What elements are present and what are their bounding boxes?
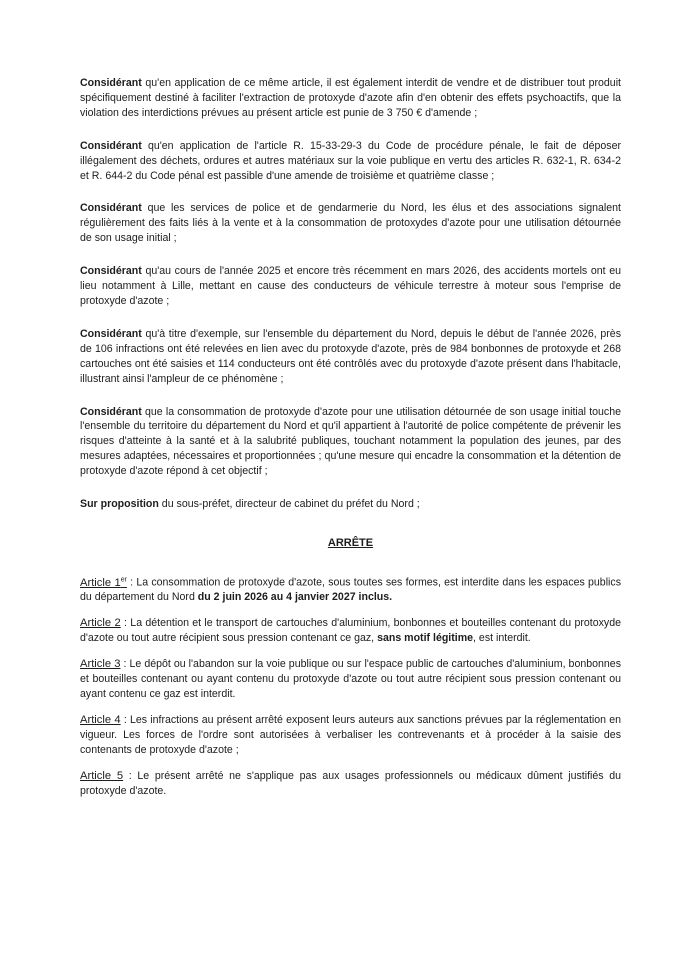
article-text-after: , est interdit. bbox=[473, 632, 531, 645]
considerant-2 bbox=[80, 139, 621, 184]
article-colon: : bbox=[120, 713, 127, 726]
article-bold-text: sans motif légitime bbox=[377, 632, 474, 645]
considerant-keyword: Considérant bbox=[80, 139, 142, 152]
considerant-text: que la consommation de protoxyde d'azote pour une utilisation détournée de son usage initial touche l'ensemble du territoire du département du Nord et qu'il appartient à l'autorité de police compétente de prévenir les risques d'atteinte à la santé et à la salubrité publiques, touchant notamment la population des jeunes, par des mesures adaptées, nécessaires et proportionnées ; qu'une mesure qui encadre la consommation et la détention de protoxyde d'azote répond à cet objectif ; bbox=[80, 405, 621, 478]
considerant-5 bbox=[80, 327, 621, 387]
article-text: La consommation de protoxyde d'azote, sous toutes ses formes, est interdite dans les espaces publics du département du Nord bbox=[80, 576, 621, 604]
proposal-keyword: Sur proposition bbox=[80, 498, 159, 511]
article-4 bbox=[80, 713, 621, 758]
article-colon: : bbox=[120, 658, 127, 671]
considerant-1 bbox=[80, 76, 621, 121]
article-colon: : bbox=[126, 576, 134, 589]
article-label bbox=[80, 577, 127, 589]
considerant-keyword: Considérant bbox=[80, 202, 142, 215]
considerant-keyword: Considérant bbox=[80, 405, 142, 418]
article-text: La détention et le transport de cartouches d'aluminium, bonbonnes et bouteilles contenant du protoxyde d'azote ou tout autre récipient sous pression contenant ce gaz, bbox=[80, 617, 621, 645]
article-label-text: Article 1 bbox=[80, 576, 121, 589]
article-3 bbox=[80, 657, 621, 702]
article-text: Le dépôt ou l'abandon sur la voie publique ou sur l'espace public de cartouches d'aluminium, bonbonnes et bouteilles contenant ou ayant contenu du protoxyde d'azote ou tout autre récipient sous pression contenant ou ayant contenu ce gaz est interdit. bbox=[80, 658, 621, 701]
considerant-keyword: Considérant bbox=[80, 265, 142, 278]
article-label: Article 2 bbox=[80, 617, 121, 630]
article-bold-text: du 2 juin 2026 au 4 janvier 2027 inclus. bbox=[197, 591, 393, 604]
proposal-text: du sous-préfet, directeur de cabinet du préfet du Nord ; bbox=[158, 498, 420, 511]
article-label: Article 4 bbox=[80, 713, 121, 726]
considerant-4 bbox=[80, 264, 621, 309]
article-label-sup: er bbox=[120, 575, 127, 583]
article-text: Le présent arrêté ne s'applique pas aux usages professionnels ou médicaux dûment justifiés du protoxyde d'azote. bbox=[80, 769, 622, 797]
considerant-3 bbox=[80, 201, 621, 246]
considerant-keyword: Considérant bbox=[80, 77, 142, 89]
article-colon: : bbox=[123, 769, 132, 782]
considerant-text: qu'en application de l'article R. 15-33-29-3 du Code de procédure pénale, le fait de déposer illégalement des déchets, ordures et autres matériaux sur la voie publique en vertu des articles R. 632-1, R. 634-2 et R. 644-2 du Code pénal est passible d'une amende de troisième et quatrième classe ; bbox=[80, 139, 621, 182]
article-label: Article 5 bbox=[80, 769, 124, 782]
considerant-keyword: Considérant bbox=[80, 327, 142, 340]
considerant-text: qu'au cours de l'année 2025 et encore très récemment en mars 2026, des accidents mortels ont eu lieu notamment à Lille, mettant en cause des conducteurs de véhicule terrestre à moteur sous l'emprise de protoxyde d'azote ; bbox=[80, 265, 621, 307]
considerant-6 bbox=[80, 405, 621, 480]
considerant-text: qu'à titre d'exemple, sur l'ensemble du département du Nord, depuis le début de l'année 2026, près de 106 infractions ont été relevées en lien avec du protoxyde d'azote, près de 984 bonbonnes de protoxyde et 268 cartouches ont été saisies et 114 conducteurs ont été contrôlés avec du protoxyde d'azote présent dans l'habitacle, illustrant ainsi l'ampleur de ce phénomène ; bbox=[80, 327, 621, 385]
decree-title: ARRÊTE bbox=[327, 536, 374, 549]
article-5 bbox=[80, 769, 621, 799]
article-label: Article 3 bbox=[80, 658, 121, 671]
considerant-text: que les services de police et de gendarmerie du Nord, les élus et des associations signalent régulièrement des faits liés à la vente et à la consommation de protoxydes d'azote pour une utilisation détournée de son usage initial ; bbox=[80, 202, 621, 245]
proposal-paragraph bbox=[80, 497, 621, 512]
considerant-text: qu'en application de ce même article, il est également interdit de vendre et de distribuer tout produit spécifiquement destiné à faciliter l'extraction de protoxyde d'azote afin d'en obtenir des effets psychoactifs, que la violation des interdictions prévues au présent article est punie de 3 750 € d'amende ; bbox=[80, 77, 621, 119]
article-1 bbox=[80, 573, 621, 606]
article-2 bbox=[80, 616, 621, 646]
article-colon: : bbox=[120, 617, 128, 630]
article-text: Les infractions au présent arrêté exposent leurs auteurs aux sanctions prévues par la réglementation en vigueur. Les forces de l'ordre sont autorisées à verbaliser les contrevenants et à procéder à la saisie des contenants de protoxyde d'azote ; bbox=[80, 713, 621, 756]
